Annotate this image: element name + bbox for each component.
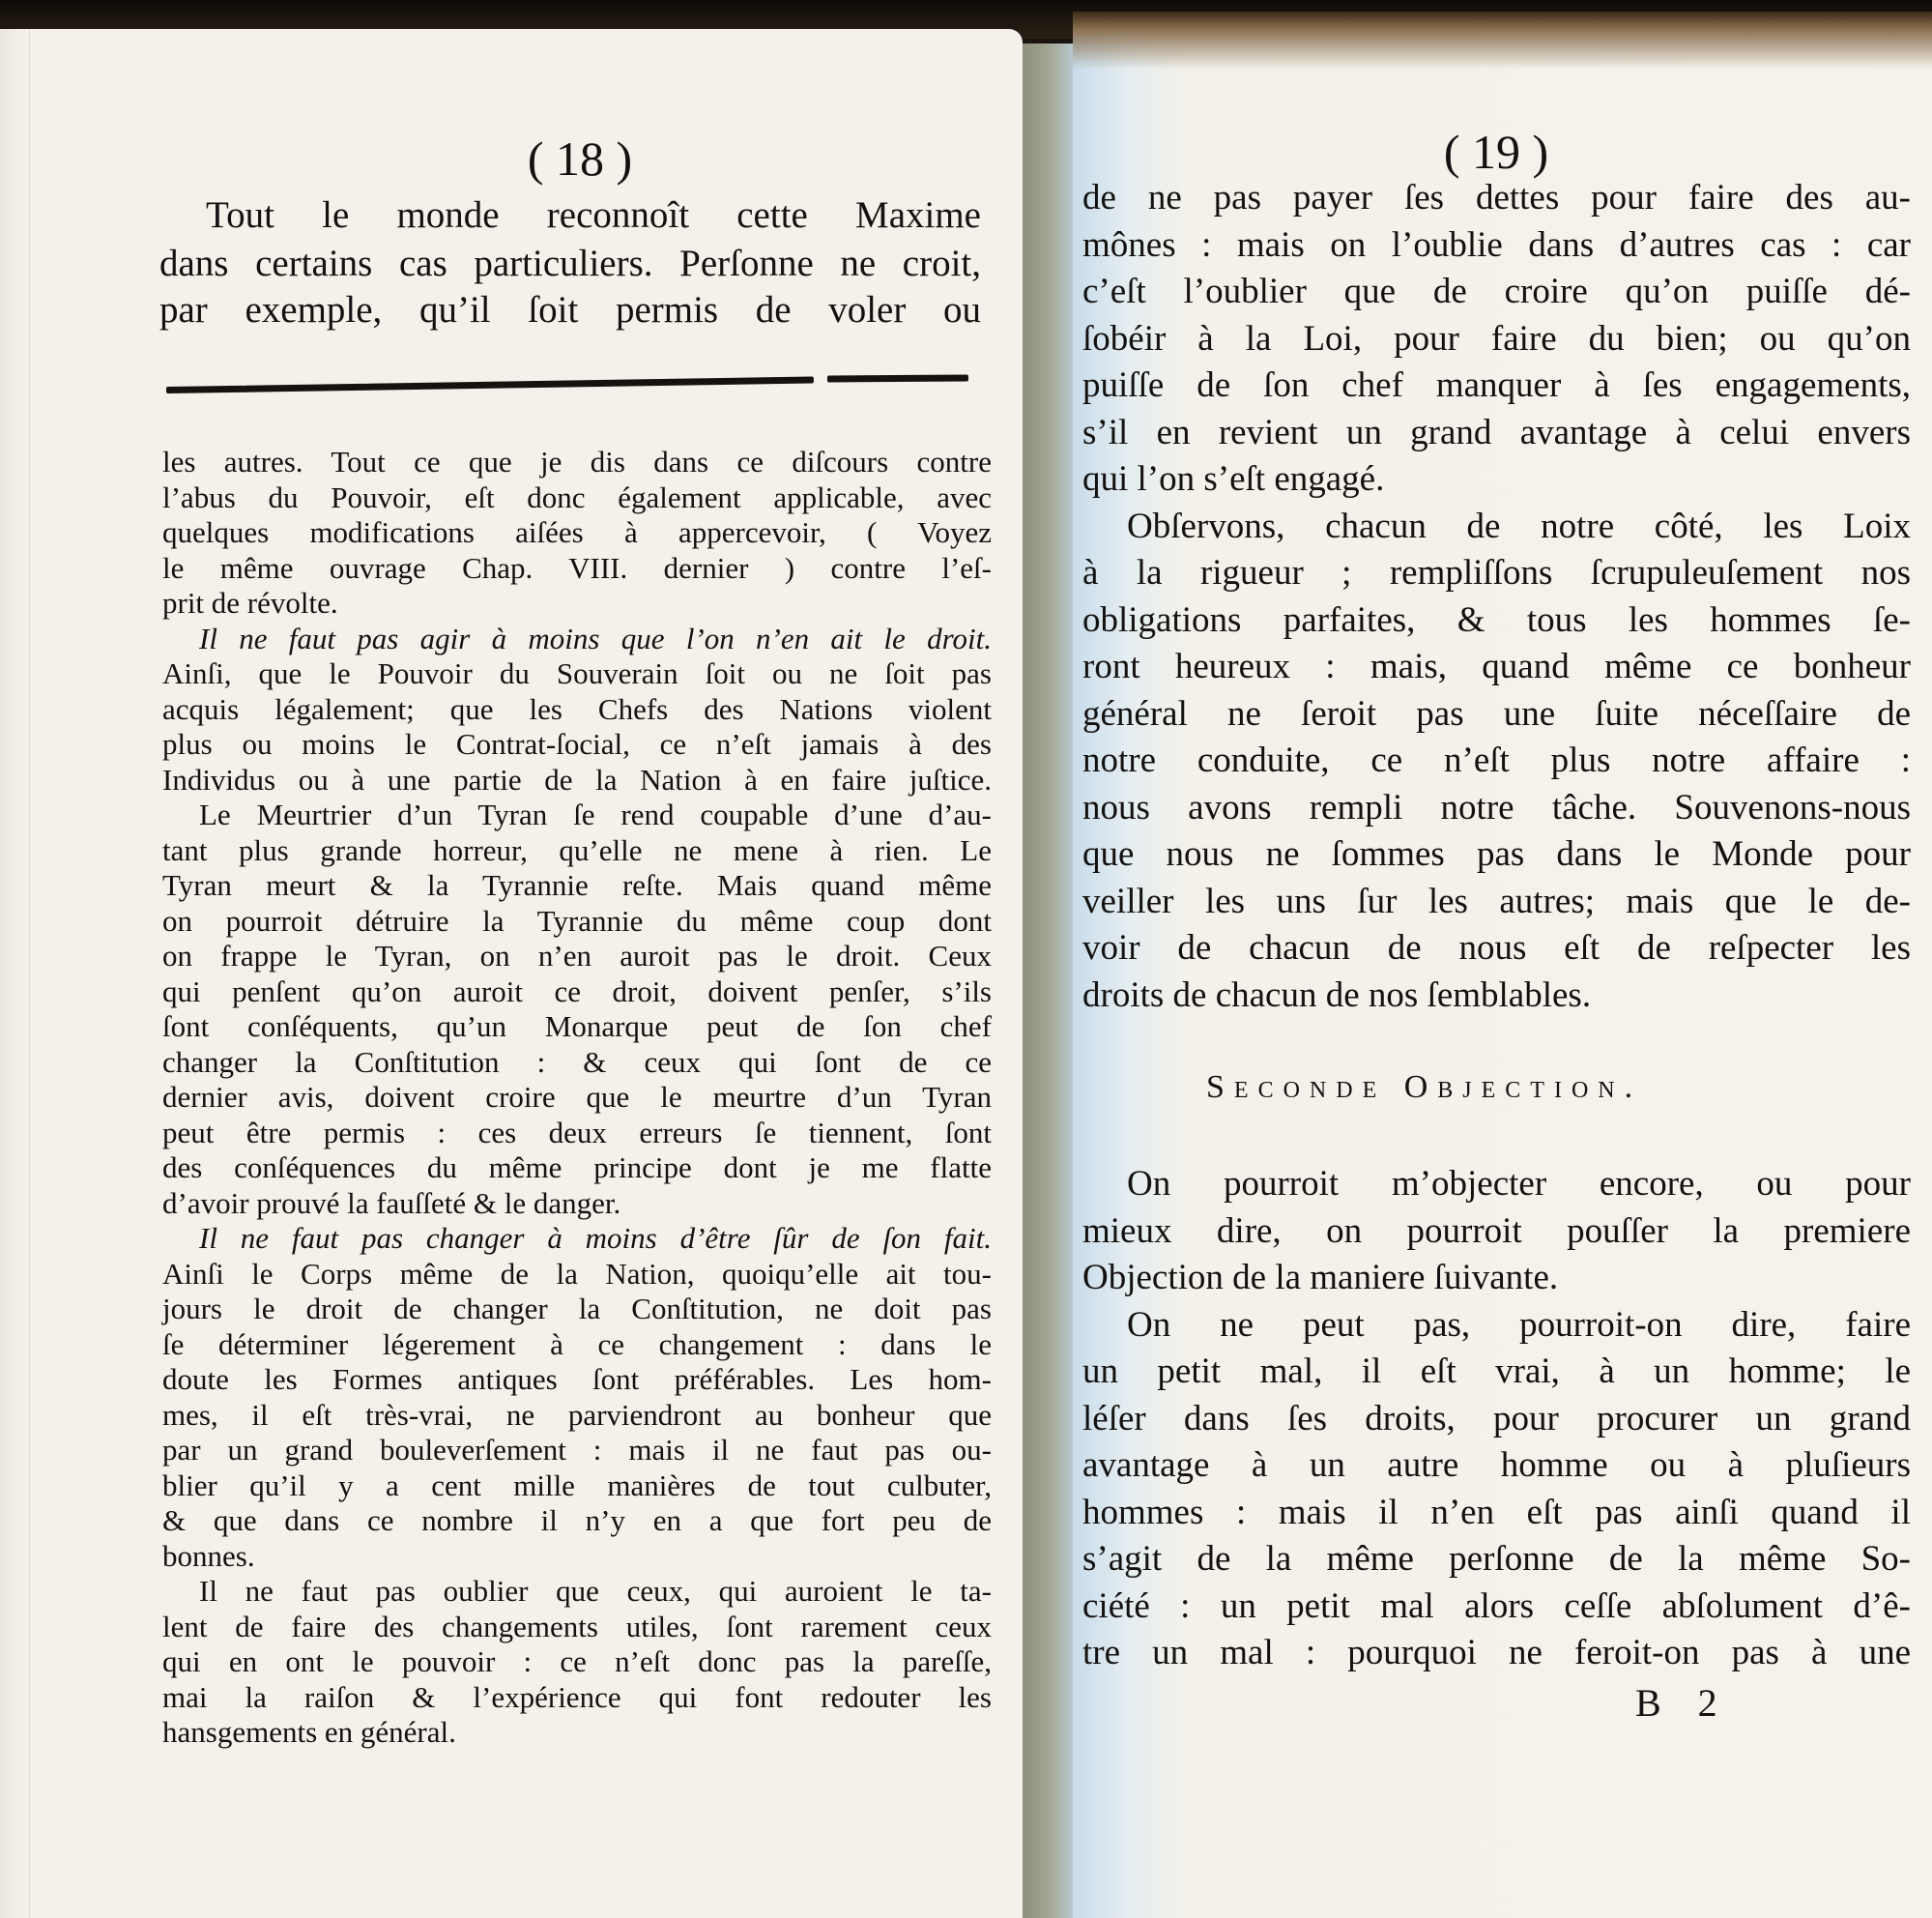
text-line: hansgements en général.: [162, 1715, 456, 1749]
right-page-number: ( 19 ): [1443, 125, 1549, 179]
text-line: plus ou moins le Contrat-ſocial, ce n’eſt jamais à des: [162, 727, 992, 761]
signature-mark: B 2: [1635, 1681, 1731, 1725]
text-line: On ne peut pas, pourroit-on dire, faire: [1127, 1305, 1911, 1345]
text-line: Individus ou à une partie de la Nation à en faire juſtice.: [162, 763, 992, 797]
text-line: notre conduite, ce n’eſt plus notre affaire :: [1082, 741, 1911, 780]
text-line: peut être permis : ces deux erreurs ſe tiennent, ſont: [162, 1116, 992, 1149]
text-line: Tyran meurt & la Tyrannie reſte. Mais quand même: [162, 868, 992, 902]
text-line: veiller les uns ſur les autres; mais que le de-: [1082, 882, 1911, 921]
text-line: voir de chacun de nous eſt de reſpecter les: [1082, 928, 1911, 968]
text-line: ſe déterminer légerement à ce changement : dans le: [162, 1327, 992, 1361]
text-line: On pourroit m’objecter encore, ou pour: [1127, 1164, 1911, 1204]
text-line: avantage à un autre homme ou à pluſieurs: [1082, 1445, 1911, 1485]
text-line: droits de chacun de nos ſemblables.: [1082, 975, 1592, 1015]
text-line: mes, il eſt très-vrai, ne parviendront au bonheur que: [162, 1398, 992, 1432]
text-line: s’il en revient un grand avantage à celui envers: [1082, 413, 1911, 452]
text-line: obligations parfaites, & tous les hommes ſe-: [1082, 600, 1911, 640]
text-line: Il ne faut pas oublier que ceux, qui auroient le ta-: [199, 1574, 992, 1608]
text-line: ſobéir à la Loi, pour faire du bien; ou qu’on: [1082, 319, 1911, 359]
text-line: mai la raiſon & l’expérience qui font redouter les: [162, 1680, 992, 1714]
page-top-shadow: [1073, 12, 1932, 70]
text-line: dans certains cas particuliers. Perſonne ne croit,: [159, 243, 981, 284]
text-line: Ainſi, que le Pouvoir du Souverain ſoit ou ne ſoit pas: [162, 656, 992, 690]
text-line: hommes : mais il n’en eſt pas ainſi quand il: [1082, 1493, 1911, 1532]
text-line: jours le droit de changer la Conſtitution, ne doit pas: [162, 1292, 992, 1325]
text-line: ciété : un petit mal alors ceſſe abſolument d’ê-: [1082, 1586, 1911, 1626]
text-line: Le Meurtrier d’un Tyran ſe rend coupable d’une d’au-: [199, 798, 992, 831]
text-line: le même ouvrage Chap. VIII. dernier ) contre l’eſ-: [162, 551, 992, 585]
text-line: Objection de la maniere ſuivante.: [1082, 1258, 1559, 1297]
text-line: qui en ont le pouvoir : ce n’eſt donc pas la pareſſe,: [162, 1644, 992, 1678]
text-line: un petit mal, il eſt vrai, à un homme; le: [1082, 1351, 1911, 1391]
section-rule: [827, 374, 968, 382]
page-edges: [0, 29, 30, 1918]
text-line: ſont conſéquents, qu’un Monarque peut de ſon chef: [162, 1009, 992, 1043]
text-line: l’abus du Pouvoir, eſt donc également applicable, avec: [162, 480, 992, 514]
text-line: léſer dans ſes droits, pour procurer un grand: [1082, 1399, 1911, 1438]
text-line: dernier avis, doivent croire que le meurtre d’un Tyran: [162, 1080, 992, 1114]
left-page-number: ( 18 ): [527, 131, 633, 186]
text-line: Obſervons, chacun de notre côté, les Loix: [1127, 507, 1911, 546]
text-line: tre un mal : pourquoi ne feroit-on pas à une: [1082, 1633, 1911, 1672]
text-line-italic: Il ne faut pas changer à moins d’être ſûr de ſon fait.: [199, 1221, 992, 1255]
text-line: qui penſent qu’on auroit ce droit, doivent penſer, s’ils: [162, 974, 992, 1008]
text-line: lent de faire des changements utiles, ſont rarement ceux: [162, 1610, 992, 1643]
text-line: changer la Conſtitution : & ceux qui ſont de ce: [162, 1045, 992, 1079]
text-line: on pourroit détruire la Tyrannie du même coup dont: [162, 904, 992, 938]
text-line: puiſſe de ſon chef manquer à ſes engagements,: [1082, 365, 1911, 405]
text-line: mônes : mais on l’oublie dans d’autres cas : car: [1082, 225, 1911, 265]
text-line: doute les Formes antiques ſont préférables. Les hom-: [162, 1362, 992, 1396]
text-line: de ne pas payer ſes dettes pour faire des au-: [1082, 178, 1911, 218]
text-line: c’eſt l’oublier que de croire qu’on puiſſe dé-: [1082, 272, 1911, 311]
text-line: acquis légalement; que les Chefs des Nations violent: [162, 692, 992, 726]
text-line-italic: Il ne faut pas agir à moins que l’on n’en ait le droit.: [199, 622, 992, 655]
text-line: d’avoir prouvé la fauſſeté & le danger.: [162, 1186, 621, 1220]
text-line: tant plus grande horreur, qu’elle ne mene à rien. Le: [162, 833, 992, 867]
text-line: prit de révolte.: [162, 586, 338, 620]
text-line: des conſéquences du même principe dont je me flatte: [162, 1150, 992, 1184]
text-line: nous avons rempli notre tâche. Souvenons-nous: [1082, 788, 1911, 828]
text-line: par exemple, qu’il ſoit permis de voler ou: [159, 289, 981, 331]
text-line: s’agit de la même perſonne de la même So-: [1082, 1539, 1911, 1579]
text-line: & que dans ce nombre il n’y en a que fort peu de: [162, 1503, 992, 1537]
text-line: que nous ne ſommes pas dans le Monde pour: [1082, 834, 1911, 874]
text-line: Tout le monde reconnoît cette Maxime: [206, 194, 981, 236]
text-line: qui l’on s’eſt engagé.: [1082, 459, 1385, 499]
text-line: Ainſi le Corps même de la Nation, quoiqu’elle ait tou-: [162, 1257, 992, 1291]
text-line: blier qu’il y a cent mille manières de tout culbuter,: [162, 1468, 992, 1502]
text-line: les autres. Tout ce que je dis dans ce diſcours contre: [162, 445, 992, 479]
text-line: général ne ſeroit pas une ſuite néceſſaire de: [1082, 694, 1911, 734]
text-line: par un grand bouleverſement : mais il ne faut pas ou-: [162, 1433, 992, 1467]
text-line: quelques modifications aiſées à appercevoir, ( Voyez: [162, 515, 992, 549]
text-line: ront heureux : mais, quand même ce bonheur: [1082, 647, 1911, 686]
text-line: on frappe le Tyran, on n’en auroit pas le droit. Ceux: [162, 939, 992, 973]
text-line: bonnes.: [162, 1539, 255, 1573]
text-line: à la rigueur ; rempliſſons ſcrupuleuſement nos: [1082, 553, 1911, 593]
text-line: mieux dire, on pourroit pouſſer la premiere: [1082, 1211, 1911, 1251]
section-heading: Seconde Objection.: [1206, 1069, 1643, 1105]
